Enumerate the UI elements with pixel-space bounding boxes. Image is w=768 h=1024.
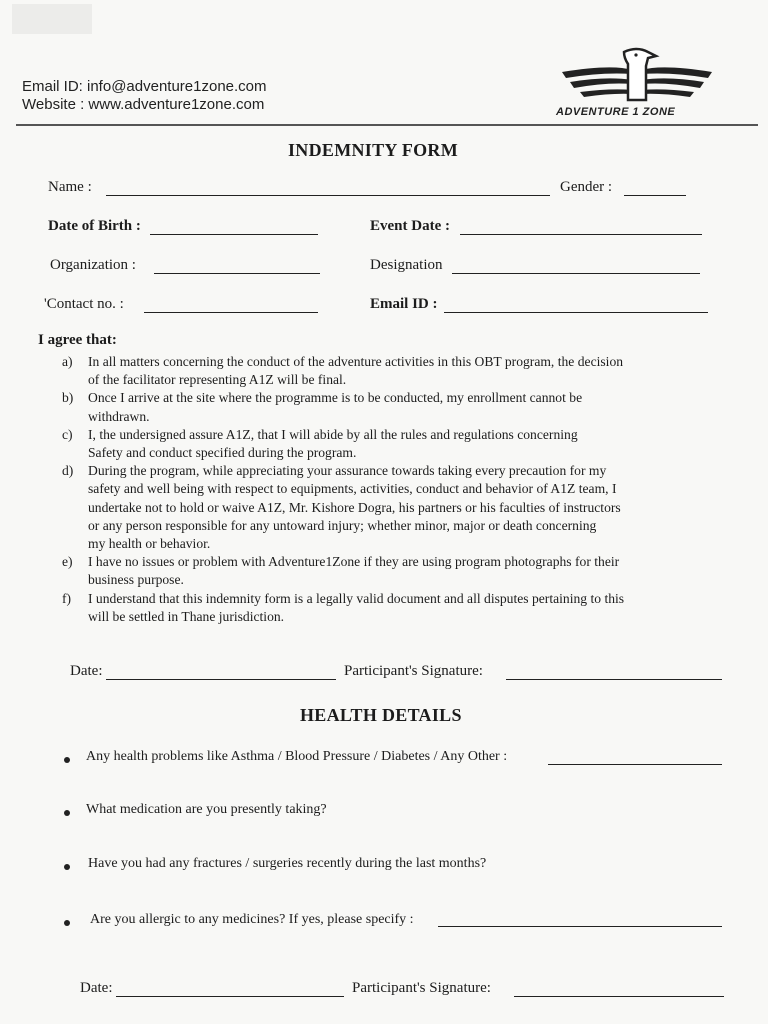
agree-heading: I agree that: bbox=[38, 332, 117, 348]
health-question-2: What medication are you presently taking? bbox=[86, 802, 327, 817]
email-field[interactable] bbox=[444, 312, 708, 313]
health-signature-label: Participant's Signature: bbox=[352, 980, 491, 996]
signature-field[interactable] bbox=[506, 679, 722, 680]
health-answer-1[interactable] bbox=[548, 764, 722, 765]
health-title: HEALTH DETAILS bbox=[300, 705, 462, 725]
bullet-icon bbox=[64, 757, 70, 763]
contact-field[interactable] bbox=[144, 312, 318, 313]
organization-field[interactable] bbox=[154, 273, 320, 274]
header-divider bbox=[16, 124, 758, 126]
designation-field[interactable] bbox=[452, 273, 700, 274]
dob-field[interactable] bbox=[150, 234, 318, 235]
contact-label: 'Contact no. : bbox=[44, 296, 124, 312]
logo-text: ADVENTURE 1 ZONE bbox=[556, 106, 676, 118]
health-question-3: Have you had any fractures / surgeries recently during the last months? bbox=[88, 856, 487, 871]
gender-field[interactable] bbox=[624, 195, 686, 196]
health-date-field[interactable] bbox=[116, 996, 344, 997]
adventure-1-zone-logo bbox=[552, 44, 722, 124]
email-label: Email ID : bbox=[370, 296, 438, 312]
signature-label: Participant's Signature: bbox=[344, 663, 483, 679]
name-field[interactable] bbox=[106, 195, 550, 196]
header-website: Website : www.adventure1zone.com bbox=[22, 96, 265, 113]
bullet-icon bbox=[64, 920, 70, 926]
agreement-clauses bbox=[62, 353, 742, 626]
gender-label: Gender : bbox=[560, 179, 613, 195]
header-email: Email ID: info@adventure1zone.com bbox=[22, 78, 267, 95]
health-signature-field[interactable] bbox=[514, 996, 724, 997]
health-date-label: Date: bbox=[80, 980, 113, 996]
date-label: Date: bbox=[70, 663, 103, 679]
organization-label: Organization : bbox=[50, 257, 136, 273]
event-date-label: Event Date : bbox=[370, 218, 450, 234]
health-answer-4[interactable] bbox=[438, 926, 722, 927]
health-question-4: Are you allergic to any medicines? If yes, please specify : bbox=[90, 912, 414, 927]
clause-e: e) I have no issues or problem with Adventure1Zone if they are using program photographs for their business purpose. bbox=[62, 554, 620, 588]
date-field[interactable] bbox=[106, 679, 336, 680]
clause-c: c) I, the undersigned assure A1Z, that I will abide by all the rules and regulations concerning Safety and conduct specified during the program. bbox=[62, 426, 578, 461]
clause-b: b) Once I arrive at the site where the programme is to be conducted, my enrollment cannot be withdrawn. bbox=[62, 390, 583, 424]
clause-d: d) During the program, while appreciating your assurance towards taking every precaution for my safety and well being with respect to equipments, activities, conduct and behavior of A1Z team, I undertake not to hold or waive A1Z, Mr. Kishore Dogra, his partners or his faculties of instructors or any person responsible for any untoward injury; whether minor, major or death concerning my health or behavior. bbox=[62, 463, 621, 552]
health-question-1: Any health problems like Asthma / Blood Pressure / Diabetes / Any Other : bbox=[86, 749, 508, 764]
scan-smudge bbox=[12, 4, 92, 34]
clause-a: a) In all matters concerning the conduct of the adventure activities in this OBT program, the decision of the facilitator representing A1Z will be final. bbox=[62, 354, 624, 388]
form-title: INDEMNITY FORM bbox=[288, 140, 459, 160]
name-label: Name : bbox=[48, 179, 92, 195]
bullet-icon bbox=[64, 810, 70, 816]
event-date-field[interactable] bbox=[460, 234, 702, 235]
designation-label: Designation bbox=[370, 257, 443, 273]
clause-f: f) I understand that this indemnity form is a legally valid document and all disputes pertaining to this will be settled in Thane jurisdiction. bbox=[62, 590, 625, 624]
bullet-icon bbox=[64, 864, 70, 870]
dob-label: Date of Birth : bbox=[48, 218, 141, 234]
